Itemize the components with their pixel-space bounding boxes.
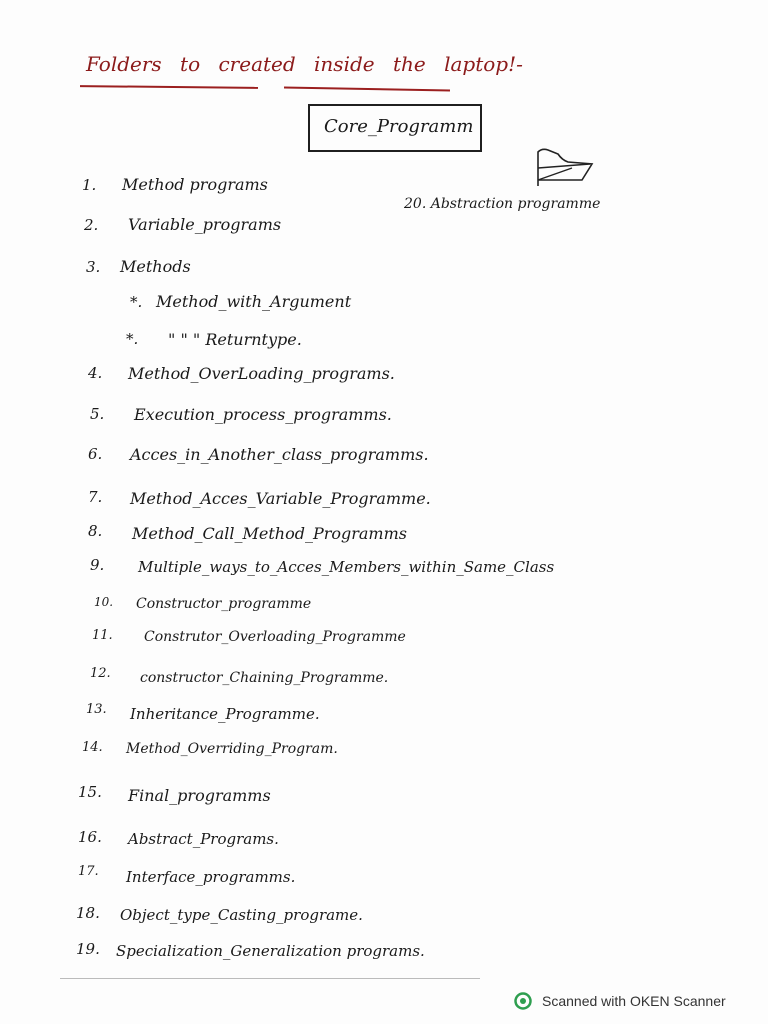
page-heading: Folders to created inside the laptop!-: [86, 52, 523, 76]
list-item-text: Execution_process_programms.: [134, 405, 392, 424]
list-item-number: 8.: [88, 522, 103, 540]
side-note-item-20: 20. Abstraction programme: [404, 196, 601, 212]
list-item-number: 14.: [82, 740, 103, 755]
list-item-text: Specialization_Generalization programs.: [116, 942, 425, 960]
list-item-text: Methods: [120, 257, 191, 276]
oken-scanner-logo-icon: [514, 992, 532, 1010]
list-item-text: Method_OverLoading_programs.: [128, 364, 395, 383]
list-item-text: Acces_in_Another_class_programms.: [130, 445, 429, 464]
list-item-bullet: *.: [126, 330, 139, 348]
list-item-text: Method programs: [122, 175, 268, 194]
list-item-text: constructor_Chaining_Programme.: [140, 670, 389, 686]
list-item-number: 1.: [82, 176, 97, 194]
list-item-bullet: *.: [130, 293, 143, 311]
core-program-box: [308, 104, 482, 152]
list-item-text: Method_Acces_Variable_Programme.: [130, 489, 431, 508]
list-item-text: Method_Call_Method_Programms: [132, 524, 407, 543]
scanner-watermark-text: Scanned with OKEN Scanner: [542, 993, 726, 1009]
list-item-text: Abstract_Programs.: [128, 830, 279, 848]
list-item-number: 5.: [90, 405, 105, 423]
list-item-number: 10.: [94, 595, 114, 609]
list-item-number: 13.: [86, 702, 107, 717]
list-item-text: Construtor_Overloading_Programme: [144, 629, 406, 645]
list-item-text: Final_programms: [128, 786, 271, 805]
heading-underline-left: [80, 85, 258, 88]
list-item-text: Inheritance_Programme.: [130, 705, 320, 723]
list-item-number: 19.: [76, 940, 100, 958]
heading-underline-right: [284, 87, 450, 91]
list-item-number: 9.: [90, 556, 105, 574]
list-item-number: 11.: [92, 628, 113, 643]
list-item-text: " " " Returntype.: [168, 330, 302, 349]
list-item-number: 16.: [78, 828, 102, 846]
list-item-number: 2.: [84, 216, 99, 234]
list-item-text: Variable_programs: [128, 215, 282, 234]
list-item-number: 6.: [88, 445, 103, 463]
list-item-text: Constructor_programme: [136, 596, 312, 612]
list-item-number: 18.: [76, 904, 100, 922]
page-bottom-line: [60, 978, 480, 979]
list-item-number: 12.: [90, 666, 111, 681]
list-item-text: Interface_programms.: [126, 868, 296, 886]
core-program-label: Core_Programm: [324, 116, 474, 137]
doodle-sketch-icon: [532, 146, 598, 188]
scanner-watermark: [514, 990, 726, 1012]
list-item-number: 7.: [88, 488, 103, 506]
list-item-text: Method_Overriding_Program.: [126, 741, 338, 757]
list-item-number: 4.: [88, 364, 103, 382]
list-item-number: 3.: [86, 258, 101, 276]
list-item-number: 17.: [78, 864, 99, 879]
list-item-number: 15.: [78, 783, 102, 801]
list-item-text: Object_type_Casting_programe.: [120, 906, 363, 924]
list-item-text: Multiple_ways_to_Acces_Members_within_Same_Class: [138, 558, 555, 576]
list-item-text: Method_with_Argument: [156, 292, 352, 311]
